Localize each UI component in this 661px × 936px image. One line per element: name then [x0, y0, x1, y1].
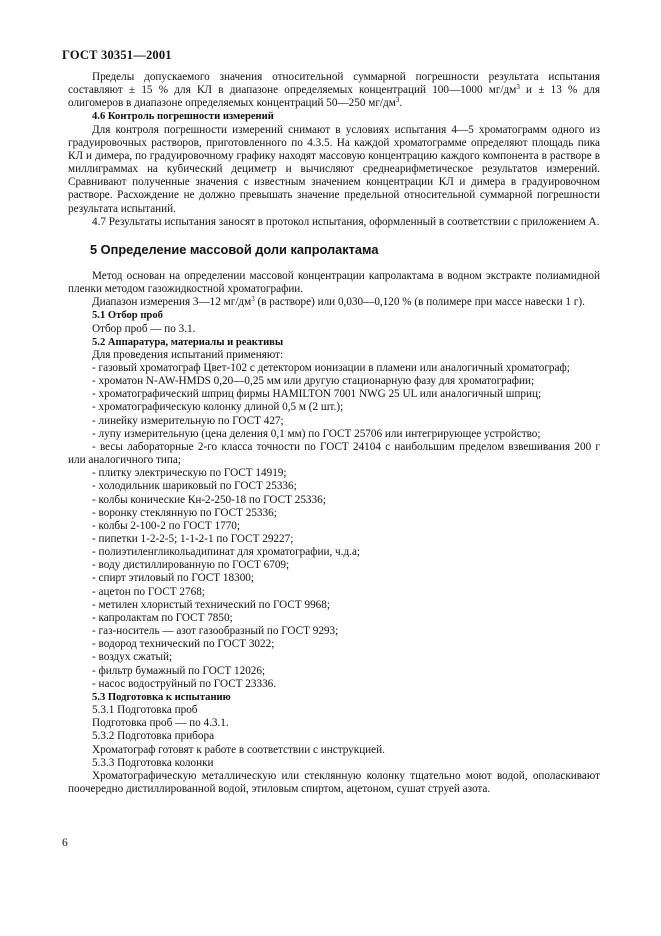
paragraph-error-limits: Пределы допускаемого значения относительной суммарной погрешности результата испытания составляют ± 15 % для КЛ в диапазоне определяемых концентраций 100—1000 $мг/дм^3$ и ± 13 % для олигомеров в диапазоне определяемых концентраций 50—250 $мг/дм^3$.	[68, 71, 600, 110]
document-body	[68, 71, 600, 796]
superscript: 3	[395, 96, 400, 105]
list-item: - капролактам по ГОСТ 7850;	[92, 611, 233, 624]
list-item: - хроматографический шприц фирмы HAMILTON 7001 NWG 25 UL или аналогичный шприц;	[92, 388, 542, 401]
subheading-5-3-2: 5.3.2 Подготовка прибора	[92, 730, 215, 743]
equipment-list	[68, 362, 600, 691]
list-item: - колбы 2-100-2 по ГОСТ 1770;	[92, 519, 240, 532]
paragraph-column-prep: Хроматографическую металлическую или стеклянную колонку тщательно моют водой, ополаскивают поочередно дистиллированной водой, этиловым спиртом, ацетоном, сушат струей азота.	[68, 769, 600, 795]
list-item: - линейку измерительную по ГОСТ 427;	[92, 414, 284, 427]
list-item: - воронку стеклянную по ГОСТ 25336;	[92, 506, 277, 519]
subheading-5-3-3: 5.3.3 Подготовка колонки	[92, 756, 214, 769]
list-item: - газ-носитель — азот газообразный по ГОСТ 9293;	[92, 625, 339, 638]
list-item: - хроматон N-AW-HMDS 0,20—0,25 мм или другую стационарную фазу для хроматографии;	[92, 375, 535, 388]
list-item: - полиэтиленгликольадипинат для хроматографии, ч.д.а;	[92, 546, 361, 559]
list-item: - газовый хроматограф Цвет-102 с детектором ионизации в пламени или аналогичный хроматограф;	[92, 361, 570, 374]
list-item: - плитку электрическую по ГОСТ 14919;	[92, 467, 287, 480]
list-item: - холодильник шариковый по ГОСТ 25336;	[92, 480, 297, 493]
list-item: - метилен хлористый технический по ГОСТ 9968;	[92, 598, 330, 611]
list-item: - хроматографическую колонку длиной 0,5 м (2 шт.);	[92, 401, 344, 414]
list-item: - воду дистиллированную по ГОСТ 6709;	[92, 559, 290, 572]
paragraph-device-prep: Хроматограф готовят к работе в соответствии с инструкцией.	[92, 743, 385, 756]
list-item: - воздух сжатый;	[92, 651, 173, 664]
paragraph-equipment-intro: Для проведения испытаний применяют:	[92, 348, 284, 361]
subheading-5-3: 5.3 Подготовка к испытанию	[92, 691, 231, 703]
list-item: - насос водоструйный по ГОСТ 23336.	[92, 677, 277, 690]
paragraph-method: Метод основан на определении массовой концентрации капролактама в водном экстракте полиамидной пленки методом газожидкостной хроматографии.	[68, 269, 600, 296]
paragraph-error-control: Для контроля погрешности измерений снимают в условиях испытания 4—5 хроматограмм одного из градуировочных растворов, приготовленного по 4.3.5. На каждой хроматограмме определяют площадь пика КЛ и димера, по градуировочному графику находят массовую концентрацию каждого компонента в растворе в миллиграммах на кубический дециметр и вычисляют среднеарифметическое результатов измерений. Сравнивают полученные значения с известным значением концентрации КЛ и димера в градуировочном растворе. Расхождение не должно превышать значение предельной относительной суммарной погрешности результата испытаний.	[68, 123, 600, 215]
superscript: 3	[251, 295, 255, 304]
subheading-5-1: 5.1 Отбор проб	[92, 310, 163, 322]
list-item: - весы лабораторные 2-го класса точности по ГОСТ 24104 с наибольшим пределом взвешивания 200 г или аналогичного типа;	[68, 440, 600, 467]
page-number: 6	[62, 837, 68, 849]
list-item: - ацетон по ГОСТ 2768;	[92, 585, 205, 598]
list-item: - фильтр бумажный по ГОСТ 12026;	[92, 664, 266, 677]
list-item: - колбы конические Кн-2-250-18 по ГОСТ 25336;	[92, 493, 326, 506]
superscript: 3	[516, 83, 520, 92]
section-5-heading: 5 Определение массовой доли капролактама	[90, 241, 379, 257]
subheading-5-2: 5.2 Аппаратура, материалы и реактивы	[92, 336, 284, 348]
document-header: ГОСТ 30351—2001	[62, 48, 172, 62]
paragraph-sampling: Отбор проб — по 3.1.	[92, 322, 196, 335]
subheading-4-6: 4.6 Контроль погрешности измерений	[92, 111, 274, 123]
list-item: - водород технический по ГОСТ 3022;	[92, 638, 275, 651]
list-item: - пипетки 1-2-2-5; 1-1-2-1 по ГОСТ 29227;	[92, 533, 294, 545]
paragraph-range: Диапазон измерения 3—12 $мг/дм^3$ (в растворе) или 0,030—0,120 % (в полимере при массе навески 1 г).	[92, 295, 585, 309]
list-item: - спирт этиловый по ГОСТ 18300;	[92, 572, 254, 585]
subheading-5-3-1: 5.3.1 Подготовка проб	[92, 704, 198, 717]
paragraph-4-7: 4.7 Результаты испытания заносят в протокол испытания, оформленный в соответствии с приложением А.	[92, 215, 600, 228]
paragraph-sample-prep: Подготовка проб — по 4.3.1.	[92, 717, 229, 730]
list-item: - лупу измерительную (цена деления 0,1 мм) по ГОСТ 25706 или интегрирующее устройство;	[92, 427, 541, 440]
